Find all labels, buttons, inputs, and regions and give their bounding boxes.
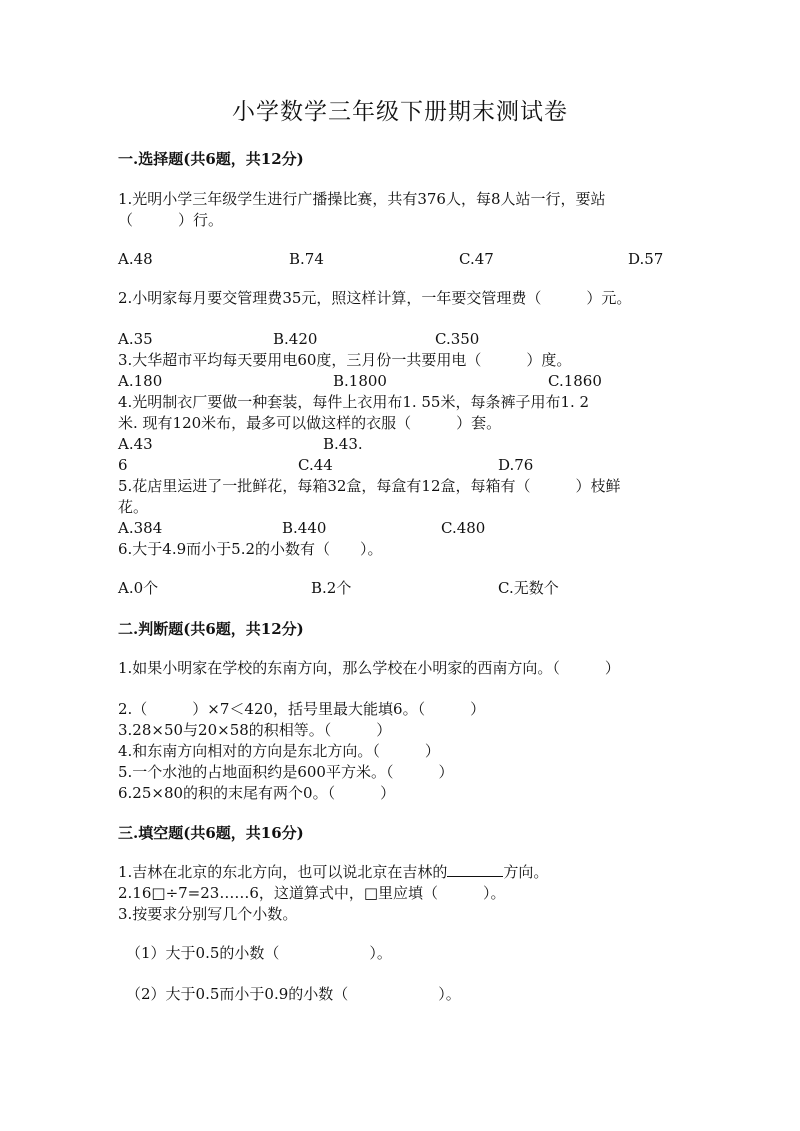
question-text: 3.大华超市平均每天要用电60度，三月份一共要用电（ ）度。 <box>118 351 572 369</box>
question-text: 3.28×50与20×58的积相等。（ ） <box>118 721 392 739</box>
question-text: 6.大于4.9而小于5.2的小数有（ ）。 <box>118 540 383 558</box>
question-text: 6.25×80的积的末尾有两个0。（ ） <box>118 784 396 802</box>
question-text: （ ）行。 <box>118 211 224 229</box>
question-text: 5.花店里运进了一批鲜花，每箱32盒，每盒有12盒，每箱有（ ）枝鲜 <box>118 477 621 495</box>
question-text-after-blank: 方向。 <box>503 863 549 881</box>
section-header-choice: 一.选择题(共6题，共12分) <box>118 150 304 168</box>
question-text <box>118 862 548 882</box>
option-b: B.1800 <box>333 372 387 390</box>
section-header-true-false: 二.判断题(共6题，共12分) <box>118 620 304 638</box>
question-text-before-blank: 1.吉林在北京的东北方向，也可以说北京在吉林的 <box>118 863 448 881</box>
option-c: C.350 <box>435 330 480 348</box>
option-b: B.440 <box>282 519 327 537</box>
option-a: A.43 <box>118 435 153 453</box>
question-text: 1.如果小明家在学校的东南方向，那么学校在小明家的西南方向。（ ） <box>118 659 620 677</box>
sub-question-text: （2）大于0.5而小于0.9的小数（ ）。 <box>126 985 461 1003</box>
option-c: C.无数个 <box>498 579 559 597</box>
option-b: B.420 <box>273 330 318 348</box>
question-text: 花。 <box>118 498 149 516</box>
option-c: C.1860 <box>548 372 602 390</box>
option-b: B.2个 <box>311 579 352 597</box>
answer-blank <box>447 862 503 877</box>
question-text: 2.16□÷7=23……6，这道算式中，□里应填（ ）。 <box>118 884 506 902</box>
option-a: A.35 <box>118 330 153 348</box>
option-a: A.384 <box>118 519 163 537</box>
question-text: 4.和东南方向相对的方向是东北方向。（ ） <box>118 742 440 760</box>
option-a: A.48 <box>118 250 153 268</box>
question-text: 2.（ ）×7＜420，括号里最大能填6。（ ） <box>118 700 486 718</box>
page-title: 小学数学三年级下册期末测试卷 <box>232 99 568 125</box>
option-c: C.44 <box>298 456 333 474</box>
option-b: B.43. <box>323 435 363 453</box>
section-header-fill-blank: 三.填空题(共6题，共16分) <box>118 824 304 842</box>
question-text: 5.一个水池的占地面积约是600平方米。（ ） <box>118 763 454 781</box>
question-text: 1.光明小学三年级学生进行广播操比赛，共有376人，每8人站一行，要站 <box>118 190 606 208</box>
option-b-continued: 6 <box>118 456 128 474</box>
option-d: D.57 <box>628 250 664 268</box>
question-text: 米. 现有120米布，最多可以做这样的衣服（ ）套。 <box>118 414 502 432</box>
question-text: 2.小明家每月要交管理费35元，照这样计算，一年要交管理费（ ）元。 <box>118 289 632 307</box>
sub-question-text: （1）大于0.5的小数（ ）。 <box>126 944 392 962</box>
option-c: C.480 <box>441 519 486 537</box>
question-text: 4.光明制衣厂要做一种套装，每件上衣用布1. 55米，每条裤子用布1. 2 <box>118 393 590 411</box>
option-b: B.74 <box>289 250 324 268</box>
option-c: C.47 <box>459 250 494 268</box>
option-d: D.76 <box>498 456 534 474</box>
option-a: A.0个 <box>118 579 159 597</box>
question-text: 3.按要求分别写几个小数。 <box>118 905 298 923</box>
option-a: A.180 <box>118 372 163 390</box>
